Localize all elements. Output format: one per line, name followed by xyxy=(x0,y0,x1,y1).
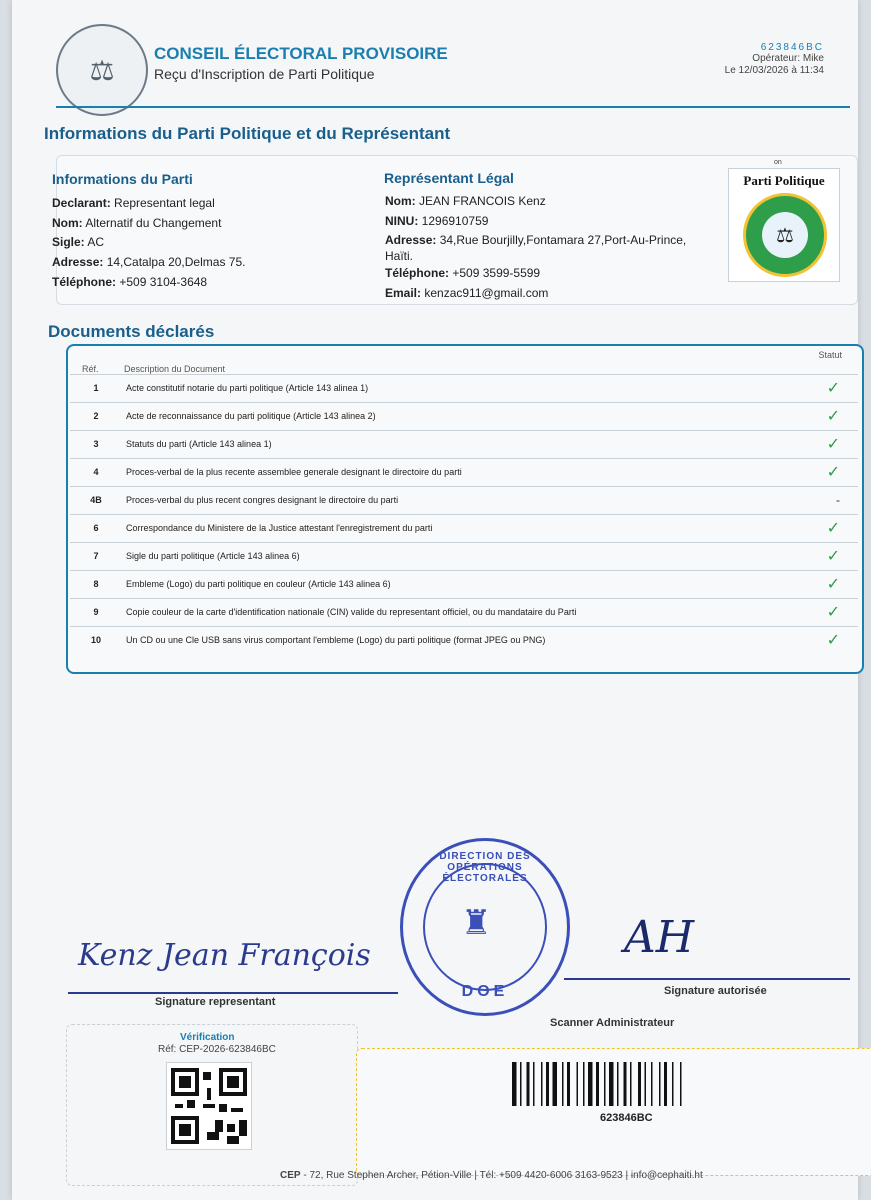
doc-description: Correspondance du Ministere de la Justice attestant l'enregistrement du parti xyxy=(126,523,433,533)
barcode-bar xyxy=(609,1062,614,1106)
doc-ref: 1 xyxy=(93,383,99,393)
table-row xyxy=(70,430,858,458)
rep-phone-label: Téléphone: xyxy=(385,266,450,280)
auth-signature-line xyxy=(564,978,850,980)
check-icon: ✓ xyxy=(826,548,840,565)
reference-code: 623846BC xyxy=(760,42,824,53)
barcode-bar xyxy=(596,1062,599,1106)
barcode-bar xyxy=(680,1062,682,1106)
rep-name-value: JEAN FRANCOIS Kenz xyxy=(419,194,546,208)
barcode-bar xyxy=(624,1062,627,1106)
check-icon: ✓ xyxy=(826,576,840,593)
receipt-page xyxy=(12,0,858,1200)
qr-code-icon xyxy=(166,1062,252,1150)
rep-address-row xyxy=(385,233,686,247)
declarant-value: Representant legal xyxy=(114,196,215,210)
col-ref-header: Réf. xyxy=(82,364,99,374)
doe-stamp xyxy=(400,838,570,1016)
rep-address-label: Adresse: xyxy=(385,233,437,247)
party-name-label: Nom: xyxy=(52,216,83,230)
rep-address-value: 34,Rue Bourjilly,Fontamara 27,Port-Au-Prince, xyxy=(439,233,687,247)
table-row xyxy=(70,458,858,486)
stamp-arc-text: DIRECTION DES OPÉRATIONS ÉLECTORALES xyxy=(439,851,531,884)
barcode-bar xyxy=(520,1062,522,1106)
sigle-value: AC xyxy=(87,235,105,249)
barcode-bar xyxy=(583,1062,585,1106)
check-icon: ✓ xyxy=(826,380,840,397)
doc-description: Copie couleur de la carte d'identification nationale (CIN) valide du representant officiel, ou du mandataire du Parti xyxy=(126,607,577,617)
stamp-initials: DOE xyxy=(461,983,509,1000)
party-info-title: Informations du Parti xyxy=(52,171,193,187)
verification-title: Vérification xyxy=(180,1032,235,1043)
barcode-bar xyxy=(553,1062,558,1106)
header-divider xyxy=(56,106,850,108)
footer-org: CEP xyxy=(280,1170,301,1181)
auth-signature-label: Signature autorisée xyxy=(664,985,767,997)
party-emblem-ring xyxy=(743,193,827,277)
table-row xyxy=(70,542,858,570)
doc-description: Embleme (Logo) du parti politique en couleur (Article 143 alinea 6) xyxy=(126,579,391,589)
rep-name-row xyxy=(385,194,546,208)
barcode-bar xyxy=(672,1062,674,1106)
barcode-bar xyxy=(645,1062,647,1106)
barcode-bar xyxy=(604,1062,606,1106)
documents-table xyxy=(66,344,864,674)
party-address-row xyxy=(52,255,245,269)
footer-contact xyxy=(280,1170,703,1181)
rep-name-label: Nom: xyxy=(385,194,416,208)
barcode-bar xyxy=(512,1062,517,1106)
ninu-value: 1296910759 xyxy=(421,214,489,228)
barcode-bar xyxy=(533,1062,535,1106)
barcode-bar xyxy=(659,1062,661,1106)
doc-ref: 4 xyxy=(93,467,99,477)
qr-code-graphic xyxy=(167,1063,251,1149)
party-address-value: 14,Catalpa 20,Delmas 75. xyxy=(106,255,246,269)
barcode-bar xyxy=(541,1062,543,1106)
barcode-bar xyxy=(567,1062,570,1106)
barcode-bar xyxy=(630,1062,632,1106)
doc-ref: 4B xyxy=(90,495,102,505)
check-icon: ✓ xyxy=(826,520,840,537)
verification-ref: Réf: CEP-2026-623846BC xyxy=(158,1044,276,1055)
doc-ref: 9 xyxy=(93,607,99,617)
rep-email-value: kenzac911@gmail.com xyxy=(424,286,549,300)
doc-ref: 3 xyxy=(93,439,99,449)
party-phone-value: +509 3104-3648 xyxy=(119,275,208,289)
party-phone-label: Téléphone: xyxy=(52,275,117,289)
justice-scale-icon: ⚖ xyxy=(762,212,808,258)
doc-description: Acte constitutif notarie du parti politique (Article 143 alinea 1) xyxy=(126,383,369,393)
check-icon: ✓ xyxy=(826,632,840,649)
table-row xyxy=(70,374,858,402)
operator-name: Opérateur: Mike xyxy=(752,53,824,64)
doc-description: Acte de reconnaissance du parti politique (Article 143 alinea 2) xyxy=(126,411,376,421)
table-row xyxy=(70,402,858,430)
party-address-label: Adresse: xyxy=(52,255,104,269)
doc-ref: 10 xyxy=(90,635,101,645)
party-logo-title: Parti Politique xyxy=(743,173,825,188)
barcode-bar xyxy=(617,1062,619,1106)
doc-description: Sigle du parti politique (Article 143 alinea 6) xyxy=(126,551,300,561)
check-icon: ✓ xyxy=(826,604,840,621)
table-row xyxy=(70,626,858,654)
receipt-title: Reçu d'Inscription de Parti Politique xyxy=(154,66,375,82)
barcode-bar xyxy=(638,1062,641,1106)
doc-ref: 6 xyxy=(93,523,99,533)
barcode-bar xyxy=(588,1062,593,1106)
representative-signature: Kenz Jean François xyxy=(78,938,371,973)
rep-address-line2: Haïti. xyxy=(385,249,414,263)
barcode-icon xyxy=(512,1062,736,1106)
table-row xyxy=(70,570,858,598)
declarant-label: Declarant: xyxy=(52,196,111,210)
doc-description: Proces-verbal de la plus recente assemblee generale designant le directoire du parti xyxy=(126,467,462,477)
col-desc-header: Description du Document xyxy=(124,364,226,374)
authorized-signature: AH xyxy=(624,912,695,963)
section-info-title: Informations du Parti Politique et du Représentant xyxy=(44,124,451,143)
doc-ref: 7 xyxy=(93,551,99,561)
check-icon: ✓ xyxy=(826,436,840,453)
party-name-value: Alternatif du Changement xyxy=(85,216,222,230)
barcode-bar xyxy=(527,1062,530,1106)
scanner-admin-label: Scanner Administrateur xyxy=(550,1017,675,1029)
receipt-datetime: Le 12/03/2026 à 11:34 xyxy=(724,65,824,76)
party-logo xyxy=(728,168,840,282)
check-icon: ✓ xyxy=(826,464,840,481)
doc-description: Statuts du parti (Article 143 alinea 1) xyxy=(126,439,272,449)
barcode-value: 623846BC xyxy=(600,1112,653,1124)
rep-email-row xyxy=(385,286,548,300)
party-phone-row xyxy=(52,275,207,289)
ninu-label: NINU: xyxy=(385,214,419,228)
declarant-row xyxy=(52,196,215,210)
col-status-header: Statut xyxy=(818,350,842,360)
cep-seal-icon: ⚖ xyxy=(56,24,148,116)
rep-signature-line xyxy=(68,992,398,994)
logo-caption: on xyxy=(774,159,782,166)
barcode-bar xyxy=(651,1062,653,1106)
table-row xyxy=(70,598,858,626)
documents-title: Documents déclarés xyxy=(48,322,215,341)
sigle-row xyxy=(52,235,104,249)
barcode-bar xyxy=(546,1062,549,1106)
rep-phone-row xyxy=(385,266,540,280)
organization-name: CONSEIL ÉLECTORAL PROVISOIRE xyxy=(154,44,448,63)
rep-email-label: Email: xyxy=(385,286,422,300)
sigle-label: Sigle: xyxy=(52,235,85,249)
doc-ref: 2 xyxy=(93,411,99,421)
legal-rep-title: Représentant Légal xyxy=(384,170,514,186)
stamp-emblem-icon: ♜ xyxy=(461,904,492,942)
table-row xyxy=(70,514,858,542)
barcode-bar xyxy=(664,1062,667,1106)
check-icon: ✓ xyxy=(826,408,840,425)
barcode-bar xyxy=(577,1062,579,1106)
barcode-bar xyxy=(562,1062,564,1106)
footer-text: - 72, Rue Stephen Archer, Pétion-Ville | Tél: +509 4420-6006 3163-9523 | info@cephaiti.ht xyxy=(300,1170,703,1181)
table-row xyxy=(70,486,858,514)
ninu-row xyxy=(385,214,488,228)
doc-description: Proces-verbal du plus recent congres designant le directoire du parti xyxy=(126,495,399,505)
rep-signature-label: Signature representant xyxy=(155,996,276,1008)
party-name-row xyxy=(52,216,221,230)
rep-phone-value: +509 3599-5599 xyxy=(452,266,541,280)
status-none: - xyxy=(836,493,840,507)
doc-ref: 8 xyxy=(93,579,99,589)
doc-description: Un CD ou une Cle USB sans virus comportant l'embleme (Logo) du parti politique (format JPEG ou PNG) xyxy=(126,635,546,645)
